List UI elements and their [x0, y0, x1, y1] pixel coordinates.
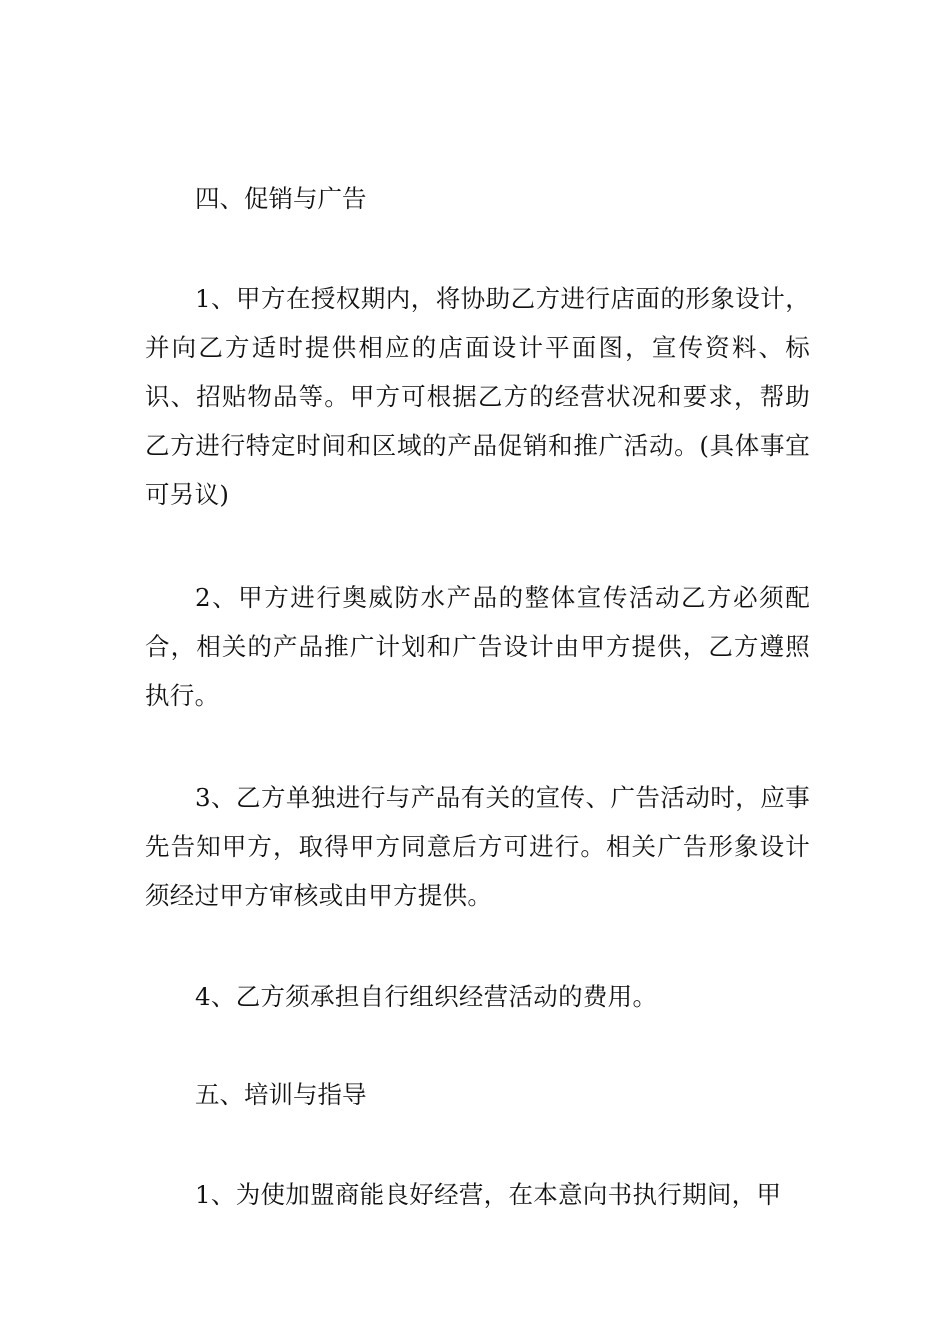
paragraph-text: 1、甲方在授权期内，将协助乙方进行店面的形象设计，并向乙方适时提供相应的店面设计平面图，宣传资料、标识、招贴物品等。甲方可根据乙方的经营状况和要求，帮助乙方进行特定时间和区域的产品促销和推广活动。(具体事宜可另议)	[145, 284, 810, 509]
paragraph-text: 2、甲方进行奥威防水产品的整体宣传活动乙方必须配合，相关的产品推广计划和广告设计由甲方提供，乙方遵照执行。	[145, 583, 810, 710]
paragraph-item-3	[145, 773, 810, 920]
paragraph-item-4	[145, 972, 810, 1021]
paragraph-text: 4、乙方须承担自行组织经营活动的费用。	[195, 982, 658, 1011]
paragraph-item-1	[145, 274, 810, 519]
paragraph-item-5	[145, 1170, 810, 1219]
paragraph-text: 3、乙方单独进行与产品有关的宣传、广告活动时，应事先告知甲方，取得甲方同意后方可进行。相关广告形象设计须经过甲方审核或由甲方提供。	[145, 783, 810, 910]
section-heading-training: 五、培训与指导	[195, 1080, 367, 1109]
paragraph-item-2	[145, 573, 810, 720]
paragraph-text: 1、为使加盟商能良好经营，在本意向书执行期间，甲	[195, 1180, 782, 1209]
section-heading-promotion: 四、促销与广告	[195, 184, 367, 213]
